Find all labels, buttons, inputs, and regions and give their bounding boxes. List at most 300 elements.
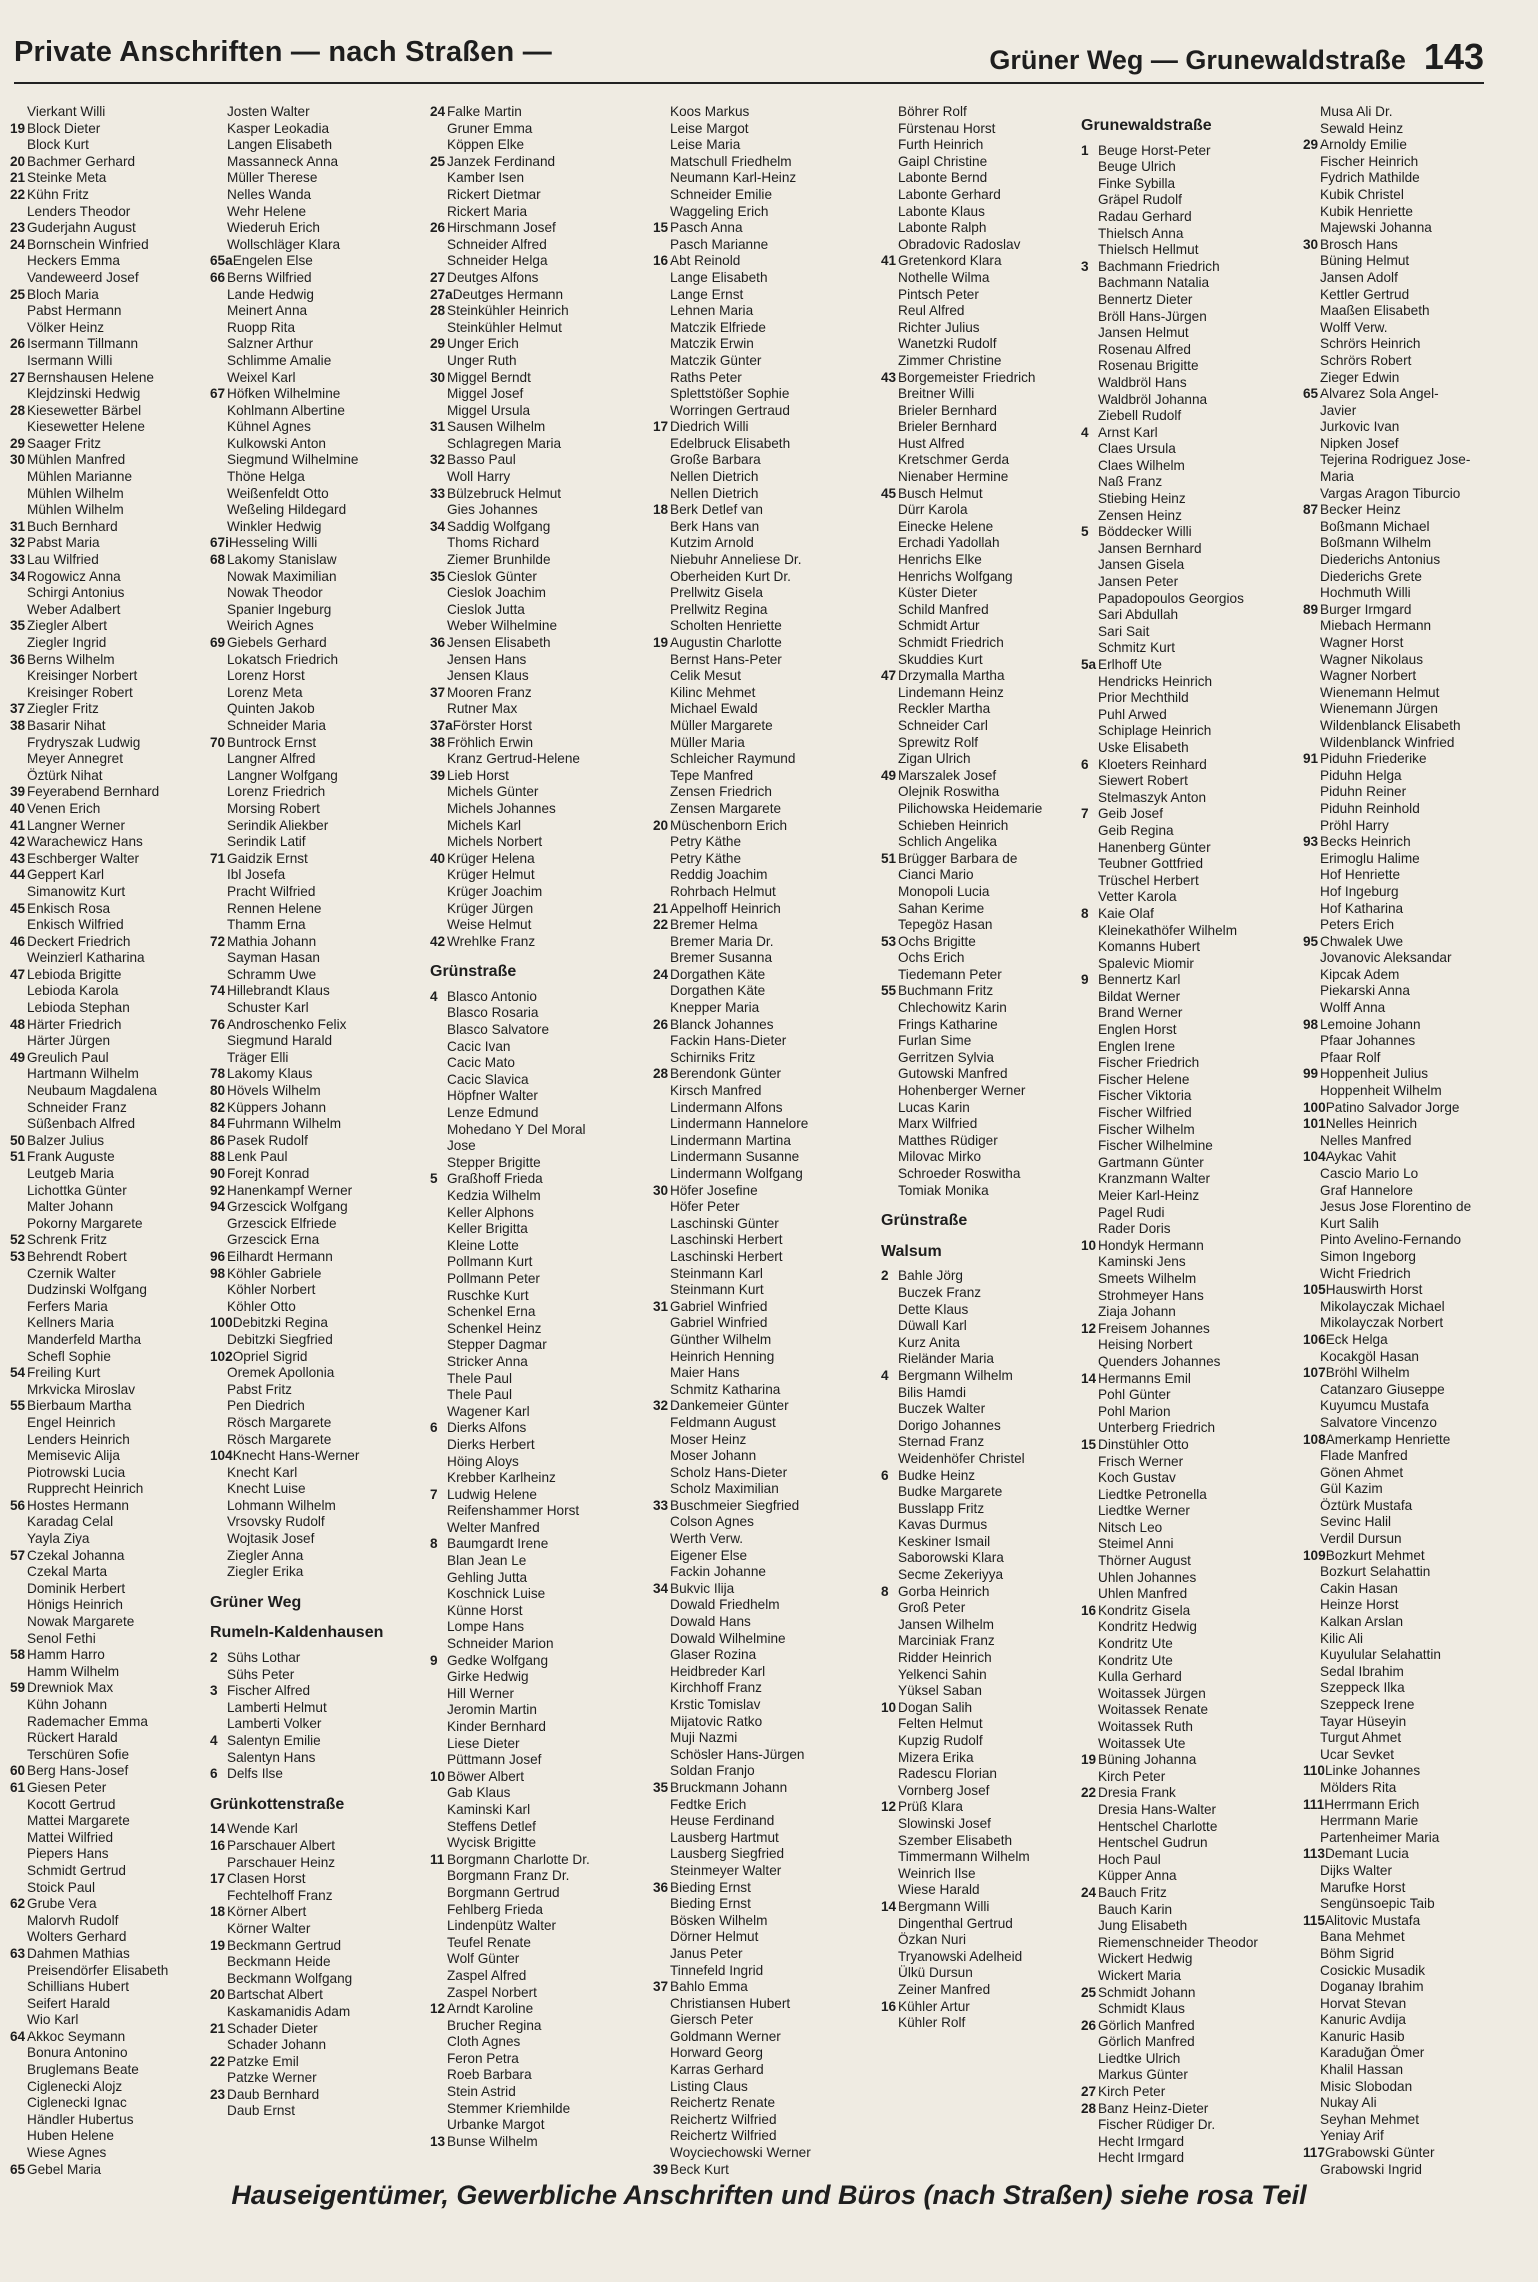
resident-name: Hillebrandt Klaus (227, 983, 330, 999)
resident-name: Stiebing Heinz (1098, 491, 1186, 507)
resident-name: Härter Jürgen (27, 1033, 111, 1049)
resident-name: Thörner August (1098, 1553, 1191, 1569)
list-item (653, 104, 878, 121)
list-item (430, 652, 662, 669)
list-item (653, 1963, 878, 1980)
resident-name: Bachmer Gerhard (27, 153, 136, 169)
resident-name: Kettler Gertrud (1320, 286, 1410, 302)
list-item (1081, 491, 1299, 508)
list-item (653, 834, 878, 851)
list-item (1081, 1437, 1299, 1454)
column-2 (210, 104, 432, 2144)
list-item (10, 486, 220, 503)
resident-name: Nowak Margarete (27, 1614, 135, 1630)
resident-name: Bahle Jörg (898, 1268, 963, 1284)
resident-name: Karadag Celal (27, 1514, 114, 1530)
resident-name: Saager Fritz (27, 435, 102, 451)
resident-name: Claes Wilhelm (1098, 457, 1185, 473)
resident-name: Senol Fethi (27, 1630, 96, 1646)
resident-name: Labonte Bernd (898, 170, 988, 186)
list-item (430, 253, 662, 270)
resident-name: Kühler Rolf (898, 2015, 966, 2031)
list-item (653, 220, 878, 237)
resident-name: Kondritz Gisela (1098, 1602, 1191, 1618)
list-item (1081, 192, 1299, 209)
resident-name: Josten Walter (227, 104, 310, 119)
resident-name: Kühn Fritz (27, 186, 89, 202)
list-item (1081, 574, 1299, 591)
resident-name: Mölders Rita (1320, 1779, 1397, 1795)
list-item (653, 1564, 878, 1581)
list-item (10, 303, 220, 320)
resident-name: Liedtke Petronella (1098, 1486, 1207, 1502)
resident-name: Nelles Heinrich (1325, 1116, 1418, 1132)
resident-name: Günther Wilhelm (670, 1331, 772, 1347)
resident-name: Saddig Wolfgang (447, 518, 551, 534)
resident-name: Rohrbach Helmut (670, 883, 776, 899)
resident-name: Rickert Dietmar (447, 186, 541, 202)
resident-name: Höfer Josefine (670, 1182, 758, 1198)
list-item (430, 386, 662, 403)
resident-name: Waldbröl Johanna (1098, 391, 1208, 407)
house-number: 37 (10, 701, 26, 717)
list-item (210, 1448, 432, 1465)
list-item (210, 336, 432, 353)
list-item (210, 1299, 432, 1316)
resident-name: Thielsch Hellmut (1098, 242, 1199, 258)
list-item (10, 154, 220, 171)
resident-name: Leise Maria (670, 137, 741, 153)
list-item (881, 1683, 1090, 1700)
list-item (430, 585, 662, 602)
list-item (10, 618, 220, 635)
house-number: 30 (1303, 236, 1319, 252)
resident-name: Felten Helmut (898, 1716, 983, 1732)
resident-name: Arnst Karl (1098, 424, 1158, 440)
resident-name: Gartmann Günter (1098, 1154, 1204, 1170)
resident-name: Lakomy Stanislaw (227, 552, 337, 568)
list-item (1081, 1935, 1299, 1952)
list-item (210, 1838, 432, 1855)
resident-name: Fischer Alfred (227, 1683, 311, 1699)
resident-name: Blasco Rosaria (447, 1005, 539, 1021)
list-item (430, 2034, 662, 2051)
resident-name: Seyhan Mehmet (1320, 2111, 1419, 2127)
resident-name: Fischer Wilhelm (1098, 1121, 1195, 1137)
list-item (1081, 1321, 1299, 1338)
house-number: 36 (430, 635, 446, 650)
list-item (1303, 801, 1527, 818)
list-item (1303, 137, 1527, 154)
resident-name: Wanetzki Rudolf (898, 336, 997, 352)
street-heading: Grunewaldstraße (1081, 117, 1212, 134)
resident-name: Kranzmann Walter (1098, 1171, 1211, 1187)
list-item (430, 1653, 662, 1670)
resident-name: Düwall Karl (898, 1318, 967, 1334)
house-number: 22 (10, 186, 26, 202)
list-item (1303, 1050, 1527, 1067)
list-item (1303, 701, 1527, 718)
resident-name: Dürr Karola (898, 502, 968, 518)
list-item (430, 519, 662, 536)
resident-name: Schrörs Heinrich (1320, 336, 1421, 352)
house-number: 38 (10, 717, 26, 733)
list-item (1303, 320, 1527, 337)
resident-name: Bröll Hans-Jürgen (1098, 308, 1207, 324)
resident-name: Naß Franz (1098, 474, 1163, 490)
resident-name: Miggel Josef (447, 386, 524, 402)
resident-name: Bernshausen Helene (27, 369, 154, 385)
list-item (1303, 818, 1527, 835)
resident-name: Leise Margot (670, 120, 749, 136)
resident-name: Wagner Nikolaus (1320, 651, 1424, 667)
resident-name: Stepper Dagmar (447, 1337, 547, 1353)
resident-name: Isermann Tillmann (27, 336, 139, 352)
house-number: 25 (1081, 1984, 1097, 2000)
resident-name: Köppen Elke (447, 137, 525, 153)
resident-name: Kreisinger Robert (27, 684, 133, 700)
resident-name: Kupzig Rudolf (898, 1733, 983, 1748)
resident-name: Beuge Horst-Peter (1098, 142, 1211, 158)
house-number: 8 (881, 1583, 889, 1599)
resident-name: Steimel Anni (1098, 1536, 1174, 1552)
resident-name: Becker Heinz (1320, 502, 1401, 518)
resident-name: Schleicher Raymund (670, 751, 796, 767)
house-number: 3 (210, 1683, 218, 1699)
resident-name: Bukvic Ilija (670, 1580, 735, 1596)
list-item (10, 685, 220, 702)
resident-name: Mikolayczak Michael (1320, 1298, 1445, 1314)
resident-name: Weise Helmut (447, 917, 532, 933)
list-item (1303, 386, 1527, 403)
list-item (1081, 840, 1299, 857)
resident-name: Lieb Horst (447, 767, 509, 783)
list-item (653, 1996, 878, 2013)
list-item (430, 1868, 662, 1885)
list-item (1303, 270, 1527, 287)
resident-name: Pfaar Rolf (1320, 1049, 1381, 1065)
resident-name: Kanuric Avdija (1320, 2012, 1406, 2028)
resident-name: Rosenau Alfred (1098, 341, 1191, 357)
resident-name: Jeromin Martin (447, 1702, 537, 1718)
house-number: 8 (430, 1536, 438, 1552)
resident-name: Reul Alfred (898, 303, 965, 319)
house-number: 104 (1303, 1149, 1326, 1165)
house-number: 40 (10, 800, 26, 816)
list-item (653, 121, 878, 138)
list-item (210, 270, 432, 287)
list-item (1081, 1835, 1299, 1852)
list-item (210, 1216, 432, 1233)
list-item (210, 1938, 432, 1955)
list-item (210, 2021, 432, 2038)
list-item (210, 652, 432, 669)
resident-name: Özkan Nuri (898, 1932, 966, 1948)
resident-name: Borgemeister Friedrich (898, 369, 1036, 385)
list-item (653, 652, 878, 669)
list-item (10, 1199, 220, 1216)
resident-name: Bösken Wilhelm (670, 1912, 768, 1928)
list-item (653, 1332, 878, 1349)
list-item (1303, 1398, 1527, 1415)
list-item (1081, 2051, 1299, 2068)
house-number: 28 (10, 402, 26, 418)
list-item (10, 1813, 220, 1830)
resident-name: Uhlen Manfred (1098, 1586, 1188, 1602)
list-item (10, 1299, 220, 1316)
list-item (881, 204, 1090, 221)
house-number: 70 (210, 734, 226, 750)
list-item (1303, 253, 1527, 270)
list-item (653, 1133, 878, 1150)
list-item (210, 403, 432, 420)
resident-name: Welter Manfred (447, 1519, 540, 1535)
resident-name: Weidenhöfer Christel (898, 1450, 1025, 1466)
house-number: 93 (1303, 834, 1319, 850)
resident-name: Piekarski Anna (1320, 983, 1410, 999)
resident-name: Koos Markus (670, 104, 750, 119)
list-item (10, 1664, 220, 1681)
list-item (10, 1415, 220, 1432)
list-item (210, 1548, 432, 1565)
list-item (10, 1116, 220, 1133)
house-number: 94 (210, 1199, 226, 1215)
list-item (881, 1133, 1090, 1150)
list-item (881, 452, 1090, 469)
resident-name: Brand Werner (1098, 1005, 1183, 1021)
resident-name: Englen Horst (1098, 1022, 1177, 1038)
list-item (1303, 2128, 1527, 2145)
list-item (653, 1597, 878, 1614)
resident-name: Schader Dieter (227, 2020, 318, 2036)
resident-name: Lindermann Susanne (670, 1149, 800, 1165)
resident-name: Lausberg Siegfried (670, 1846, 785, 1862)
list-item (881, 1799, 1090, 1816)
list-item (653, 1830, 878, 1847)
house-number: 47 (10, 966, 26, 982)
resident-name: Prior Mechthild (1098, 690, 1189, 706)
resident-name: Dijks Walter (1320, 1862, 1392, 1878)
resident-name: Dogan Salih (898, 1699, 973, 1715)
list-item (881, 170, 1090, 187)
resident-name: Gutowski Manfred (898, 1066, 1008, 1082)
list-item (10, 2079, 220, 2096)
resident-name: Müller Margarete (670, 717, 773, 733)
resident-name: Weber Wilhelmine (447, 618, 558, 634)
resident-name: Kasper Leokadia (227, 120, 330, 136)
list-item (1081, 1802, 1299, 1819)
resident-name: Nellen Dietrich (670, 485, 759, 501)
list-item (10, 1697, 220, 1714)
resident-name: Rösch Margarete (227, 1431, 332, 1447)
house-number: 14 (881, 1898, 897, 1914)
list-item (1303, 652, 1527, 669)
list-item (210, 1766, 432, 1783)
house-number: 31 (10, 518, 26, 534)
list-item (430, 1902, 662, 1919)
list-item (210, 220, 432, 237)
resident-name: Lompe Hans (447, 1619, 525, 1635)
resident-name: Clasen Horst (227, 1871, 306, 1887)
resident-name: Wiese Harald (898, 1882, 980, 1898)
list-item (430, 1171, 662, 1188)
resident-name: Bachmann Natalia (1098, 275, 1210, 291)
house-number: 32 (10, 535, 26, 551)
list-item (210, 1750, 432, 1767)
list-item (430, 1686, 662, 1703)
resident-name: Rickert Maria (447, 203, 528, 219)
resident-name: Laschinski Günter (670, 1215, 779, 1231)
resident-name: Wildenblanck Elisabeth (1320, 717, 1461, 733)
house-number: 33 (653, 1497, 669, 1513)
list-item (210, 1415, 432, 1432)
resident-name: Hondyk Hermann (1098, 1237, 1204, 1253)
resident-name: Unterberg Friedrich (1098, 1420, 1216, 1436)
resident-name: Piduhn Friederike (1320, 751, 1427, 767)
resident-name: Dette Klaus (898, 1301, 969, 1317)
list-item (881, 1700, 1090, 1717)
resident-name: Girke Hedwig (447, 1669, 529, 1685)
list-item (210, 618, 432, 635)
resident-name: Gorba Heinrich (898, 1583, 990, 1599)
resident-name: Fehlberg Frieda (447, 1901, 543, 1917)
resident-name: Forejt Konrad (227, 1166, 310, 1181)
list-item (653, 569, 878, 586)
house-number: 57 (10, 1547, 26, 1563)
resident-name: Christiansen Hubert (670, 1995, 791, 2011)
resident-name: Ziegler Albert (27, 618, 108, 634)
list-item (1081, 557, 1299, 574)
resident-name: Nitsch Leo (1098, 1519, 1163, 1535)
list-item (10, 1680, 220, 1697)
resident-name: Grabowski Günter (1324, 2145, 1435, 2161)
list-item (430, 1072, 662, 1089)
resident-name: Yüksel Saban (898, 1683, 982, 1699)
list-item (1303, 1880, 1527, 1897)
resident-name: Serindik Aliekber (227, 817, 329, 833)
list-item (881, 1949, 1090, 1966)
list-item (881, 1302, 1090, 1319)
resident-name: Sayman Hasan (227, 950, 320, 966)
list-item (1081, 740, 1299, 757)
resident-name: Pohl Marion (1098, 1403, 1171, 1419)
resident-name: Müller Maria (670, 734, 745, 750)
resident-name: Pabst Maria (27, 535, 100, 551)
resident-name: Oremek Apollonia (227, 1365, 335, 1381)
house-number: 45 (881, 485, 897, 501)
house-number: 34 (10, 568, 26, 584)
list-item (653, 1514, 878, 1531)
list-item (881, 1401, 1090, 1418)
resident-name: Rogowicz Anna (27, 568, 121, 584)
list-item (1303, 436, 1527, 453)
resident-name: Daub Bernhard (227, 2086, 320, 2102)
list-item (1303, 1647, 1527, 1664)
list-item (653, 1050, 878, 1067)
resident-name: Wolff Verw. (1320, 319, 1388, 335)
resident-name: Dahmen Mathias (27, 1945, 130, 1961)
resident-name: Falke Martin (447, 104, 522, 119)
list-item (430, 1105, 662, 1122)
list-item (430, 336, 662, 353)
list-item (1303, 1813, 1527, 1830)
resident-name: Stricker Anna (447, 1353, 528, 1369)
list-item (1303, 1863, 1527, 1880)
list-item (1303, 735, 1527, 752)
list-item (210, 768, 432, 785)
house-number: 4 (430, 988, 438, 1004)
list-item (10, 1597, 220, 1614)
page-header (14, 32, 1484, 84)
house-number: 89 (1303, 601, 1319, 617)
resident-name: Schlich Angelika (898, 834, 997, 850)
resident-name: Patino Salvador Jorge (1325, 1099, 1460, 1115)
list-item (210, 1954, 432, 1971)
list-item (653, 1531, 878, 1548)
house-number: 27 (10, 369, 26, 385)
list-item (210, 967, 432, 984)
resident-name: Kilinc Mehmet (670, 684, 756, 700)
resident-name: Kleinekathöfer Wilhelm (1098, 922, 1238, 938)
house-number: 65 (10, 2161, 26, 2177)
list-item (1303, 1315, 1527, 1332)
list-item (653, 1647, 878, 1664)
list-item (1081, 342, 1299, 359)
house-number: 95 (1303, 933, 1319, 949)
list-item (653, 1149, 878, 1166)
resident-name: Teubner Gottfried (1098, 856, 1204, 872)
resident-name: Debitzki Regina (232, 1315, 328, 1331)
resident-name: Dresia Hans-Walter (1098, 1801, 1217, 1817)
resident-name: Zigan Ulrich (898, 751, 971, 767)
list-item (210, 1871, 432, 1888)
list-item (210, 2004, 432, 2021)
list-item (10, 1465, 220, 1482)
resident-name: Kocott Gertrud (27, 1796, 116, 1812)
resident-name: Kulkowski Anton (227, 435, 326, 451)
list-item (10, 253, 220, 270)
resident-name: Debitzki Siegfried (227, 1331, 333, 1347)
list-item (1081, 1022, 1299, 1039)
resident-name: Cosickic Musadik (1320, 1962, 1425, 1978)
resident-name: Bilis Hamdi (898, 1384, 966, 1400)
list-item (653, 1614, 878, 1631)
list-item (10, 569, 220, 586)
resident-name: Steinke Meta (27, 170, 107, 186)
list-item (10, 1963, 220, 1980)
resident-name: Erlhoff Ute (1098, 657, 1162, 672)
resident-name: Gruner Emma (447, 120, 533, 136)
resident-name: Kloeters Reinhard (1098, 756, 1207, 772)
resident-name: Baumgardt Irene (447, 1536, 549, 1552)
list-item (1303, 685, 1527, 702)
list-item (653, 1315, 878, 1332)
list-item (653, 1846, 878, 1863)
list-item (1081, 1404, 1299, 1421)
resident-name: Simanowitz Kurt (27, 883, 126, 899)
resident-name: Weirich Agnes (227, 618, 314, 634)
list-item (881, 867, 1090, 884)
list-item (1303, 1066, 1527, 1083)
list-item (881, 1183, 1090, 1200)
list-item (1081, 2101, 1299, 2118)
resident-name: Steffens Detlef (447, 1818, 536, 1834)
house-number: 26 (10, 336, 26, 352)
resident-name: Buczek Franz (898, 1284, 982, 1300)
resident-name: Behrendt Robert (27, 1248, 127, 1264)
resident-name: Nowak Theodor (227, 585, 323, 601)
resident-name: Mooren Franz (447, 684, 532, 700)
